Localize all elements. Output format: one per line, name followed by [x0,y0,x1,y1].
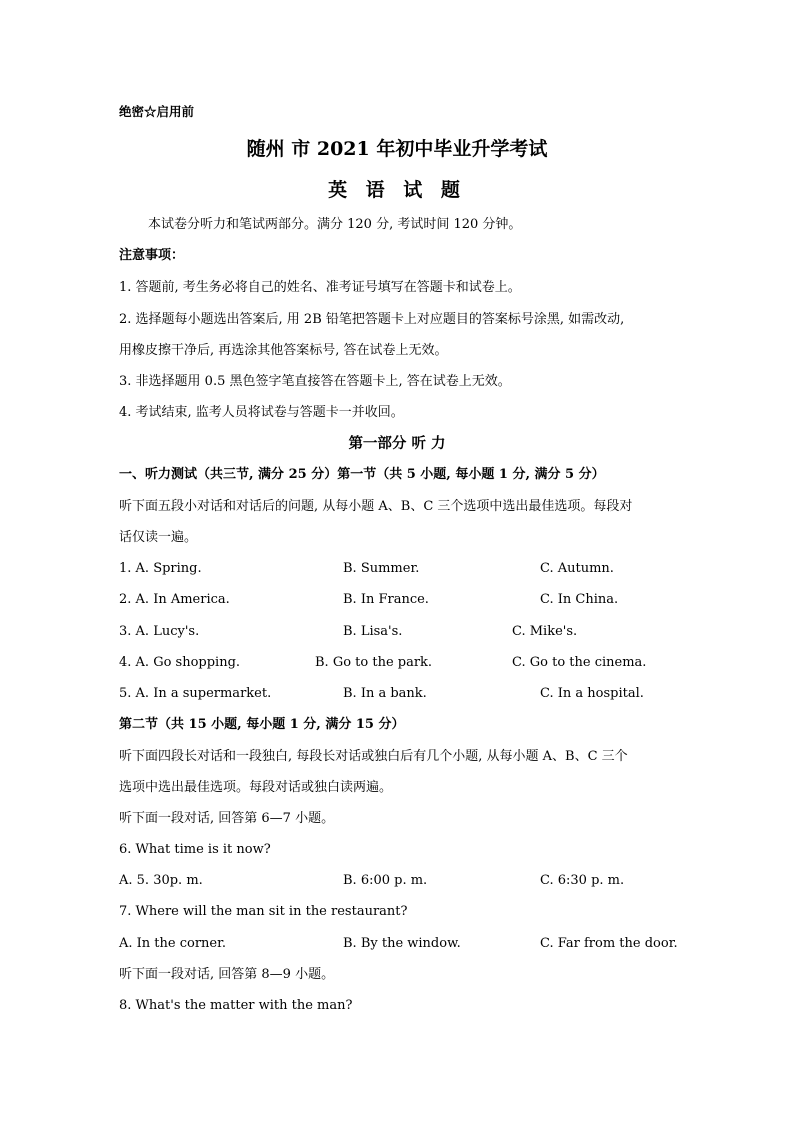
option-b: B. 6:00 p. m. [343,873,428,888]
option-a: 3. A. Lucy's. [119,624,200,639]
question-stem: 6. What time is it now? [119,842,271,857]
option-a: 4. A. Go shopping. [119,655,241,670]
option-a: 2. A. In America. [119,592,230,607]
notice-heading: 注意事项： [119,248,185,263]
exam-subtitle: 英 语 试 题 [328,179,466,201]
option-c: C. Autumn. [540,561,614,576]
notice-item: 4. 考试结束, 监考人员将试卷与答题卡一并收回。 [119,405,404,420]
option-a: 1. A. Spring. [119,561,202,576]
option-c: C. In a hospital. [540,686,644,701]
option-b: B. Lisa's. [343,624,403,639]
option-b: B. Summer. [343,561,420,576]
option-b: B. In France. [343,592,429,607]
section-one-directions: 听下面五段小对话和对话后的问题, 从每小题 A、B、C 三个选项中选出最佳选项。每段对 [119,499,633,514]
section-one-heading: 一、听力测试（共三节, 满分 25 分）第一节（共 5 小题, 每小题 1 分, 满分 5 分） [119,467,605,482]
option-c: C. Go to the cinema. [512,655,647,670]
option-c: C. 6:30 p. m. [540,873,625,888]
notice-item: 3. 非选择题用 0.5 黑色签字笔直接答在答题卡上, 答在试卷上无效。 [119,374,511,389]
notice-item: 1. 答题前, 考生务必将自己的姓名、准考证号填写在答题卡和试卷上。 [119,280,521,295]
option-c: C. Mike's. [512,624,578,639]
section-two-directions: 听下面四段长对话和一段独白, 每段长对话或独白后有几个小题, 从每小题 A、B、C 三个 [119,749,628,764]
option-b: B. In a bank. [343,686,427,701]
confidential-label: 绝密☆启用前 [119,104,195,119]
option-b: B. By the window. [343,936,461,951]
option-a: A. 5. 30p. m. [119,873,203,888]
option-a: 5. A. In a supermarket. [119,686,272,701]
option-b: B. Go to the park. [315,655,433,670]
part-one-title: 第一部分 听 力 [348,435,446,452]
section-one-directions: 话仅读一遍。 [119,530,198,545]
intro-text: 本试卷分听力和笔试两部分。满分 120 分, 考试时间 120 分钟。 [148,217,522,232]
option-c: C. Far from the door. [540,936,678,951]
dialog-instruction: 听下面一段对话, 回答第 8—9 小题。 [119,967,335,982]
notice-item: 2. 选择题每小题选出答案后, 用 2B 铅笔把答题卡上对应题目的答案标号涂黑, 如需改动, [119,312,625,327]
dialog-instruction: 听下面一段对话, 回答第 6—7 小题。 [119,811,335,826]
option-c: C. In China. [540,592,619,607]
option-a: A. In the corner. [119,936,227,951]
notice-item: 用橡皮擦干净后, 再选涂其他答案标号, 答在试卷上无效。 [119,343,448,358]
section-two-heading: 第二节（共 15 小题, 每小题 1 分, 满分 15 分） [119,717,405,732]
question-stem: 8. What's the matter with the man? [119,998,353,1013]
exam-title: 随州 市 2021 年初中毕业升学考试 [246,138,548,160]
question-stem: 7. Where will the man sit in the restaurant? [119,904,408,919]
section-two-directions: 选项中选出最佳选项。每段对话或独白读两遍。 [119,780,393,795]
